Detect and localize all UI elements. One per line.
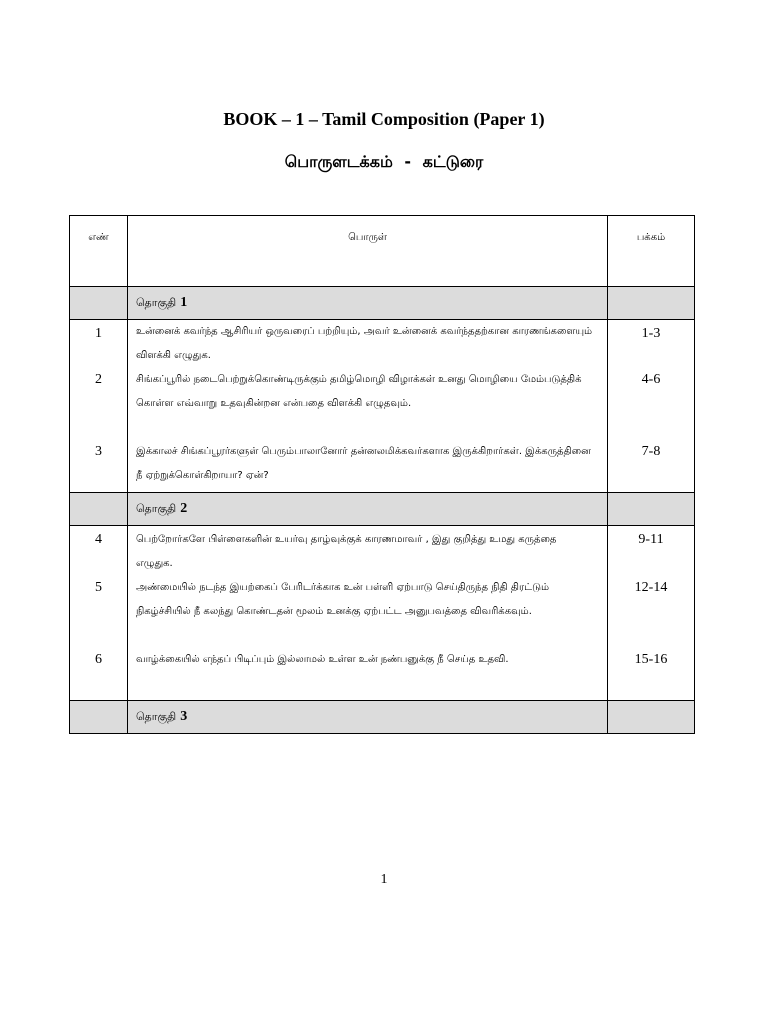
item-pages: 9-11 xyxy=(638,532,664,547)
section-label: தொகுதி xyxy=(136,710,177,723)
item-text: அண்மையில் நடந்த இயற்கைப் பேரிடர்க்காக உன் பள்ளி ஏற்பாடு செய்திருந்த நிதி திரட்டும் நிகழ்ச்சியில் நீ கலந்து கொண்டதன் மூலம் உனக்கு ஏற்பட்ட அனுபவத்தை விவரிக்கவும். xyxy=(136,582,550,617)
section-number: 1 xyxy=(180,295,188,310)
item-number: 4 xyxy=(95,532,102,547)
item-text: வாழ்க்கையில் எந்தப் பிடிப்பும் இல்லாமல் உள்ள உன் நண்பனுக்கு நீ செய்த உதவி. xyxy=(136,654,509,665)
item-pages: 7-8 xyxy=(641,444,661,459)
item-text: இக்காலச் சிங்கப்பூரர்களுள் பெரும்பாலானோர் தன்னலமிக்கவர்களாக இருக்கிறார்கள். இக்கருத்தினை நீ ஏற்றுக்கொள்கிறாயா? ஏன்? xyxy=(136,446,591,481)
item-pages: 15-16 xyxy=(634,652,668,667)
contents-table xyxy=(69,215,695,734)
item-text: பெற்றோர்களே பிள்ளைகளின் உயர்வு தாழ்வுக்குக் காரணமாவர் , இது குறித்து உமது கருத்தை எழுதுக. xyxy=(136,534,557,569)
item-number: 3 xyxy=(95,444,102,459)
header-subject: பொருள் xyxy=(128,216,608,287)
item-pages: 12-14 xyxy=(634,580,668,595)
section-label: தொகுதி xyxy=(136,502,177,515)
section-label: தொகுதி xyxy=(136,296,177,309)
item-number: 6 xyxy=(95,652,102,667)
section-number: 2 xyxy=(180,501,188,516)
document-subtitle: பொருளடக்கம் - கட்டுரை xyxy=(284,152,484,171)
section-number: 3 xyxy=(180,709,188,724)
header-page: பக்கம் xyxy=(608,216,695,287)
section-row-2 xyxy=(70,493,695,526)
item-text: சிங்கப்பூரில் நடைபெற்றுக்கொண்டிருக்கும் தமிழ்மொழி விழாக்கள் உனது மொழியை மேம்படுத்திக் கொள்ள எவ்வாறு உதவுகின்றன என்பதை விளக்கி எழுதவும். xyxy=(136,374,582,409)
section-group-2 xyxy=(70,526,695,701)
item-pages: 1-3 xyxy=(641,326,661,341)
section-row-3 xyxy=(70,701,695,734)
section-row-1 xyxy=(70,287,695,320)
item-text: உன்னைக் கவர்ந்த ஆசிரியர் ஒருவரைப் பற்றியும், அவர் உன்னைக் கவர்ந்ததற்கான காரணங்களையும் விளக்கி எழுதுக. xyxy=(136,326,593,361)
item-number: 5 xyxy=(95,580,102,595)
section-group-1 xyxy=(70,320,695,493)
page-number: 1 xyxy=(380,872,388,887)
document-title: BOOK – 1 – Tamil Composition (Paper 1) xyxy=(223,109,545,129)
item-number: 1 xyxy=(95,326,102,341)
table-header-row xyxy=(70,216,695,287)
item-number: 2 xyxy=(95,372,102,387)
header-number: எண் xyxy=(70,216,128,287)
item-pages: 4-6 xyxy=(641,372,661,387)
